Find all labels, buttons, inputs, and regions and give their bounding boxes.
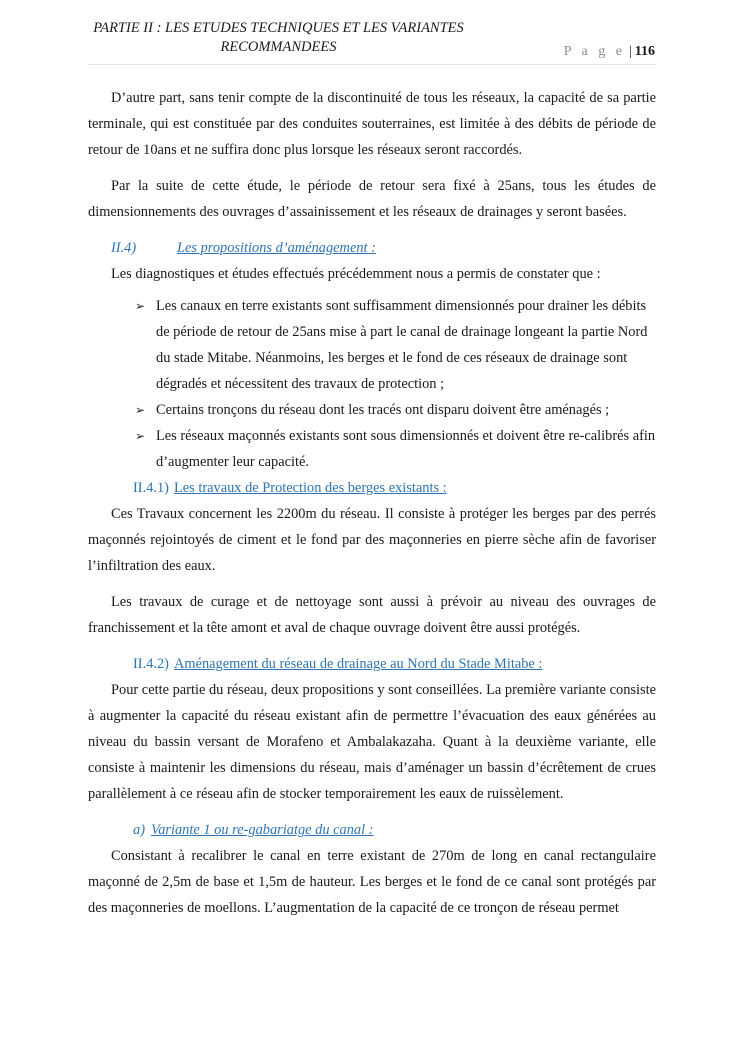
arrow-bullet-icon: ➢ [135, 299, 146, 313]
section-heading-ii41 [88, 475, 656, 501]
bullet-item [88, 397, 656, 423]
header-divider [88, 64, 656, 65]
paragraph-6: Pour cette partie du réseau, deux propositions y sont conseillées. La première variante consiste à augmenter la capacité du réseau existant afin de permettre l’évacuation des eaux générées au niveau du bassin versant de Morafeno et Ambalakazaha. Quant à la deuxième variante, elle consiste à maintenir les dimensions du réseau, mais d’aménager un bassin d’écrêtement de crues parallèlement à ce réseau afin de stocker temporairement les eaux de ruissèlement. [88, 682, 656, 802]
paragraph-2: Par la suite de cette étude, le période de retour sera fixé à 25ans, tous les études de dimensionnements des ouvrages d’assainissement et les réseaux de drainages y seront basées. [88, 178, 656, 220]
section-title: Les propositions d’aménagement : [177, 240, 376, 256]
bullet-text: Les réseaux maçonnés existants sont sous dimensionnés et doivent être re-calibrés afin d’augmenter leur capacité. [156, 428, 656, 470]
page-separator: | [628, 44, 632, 59]
section-number: a) [133, 822, 145, 838]
paragraph-3: Les diagnostiques et études effectués précédemment nous a permis de constater que : [111, 266, 601, 282]
arrow-bullet-icon: ➢ [135, 429, 146, 443]
paragraph-1: D’autre part, sans tenir compte de la discontinuité de tous les réseaux, la capacité de sa partie terminale, qui est constituée par des conduites souterraines, est limitée à des débits de période de retour de 10ans et ne suffira donc plus lorsque les réseaux seront raccordés. [88, 90, 656, 158]
page-number: 116 [634, 44, 655, 59]
bullet-list [88, 293, 656, 475]
bullet-text: Certains tronçons du réseau dont les tracés ont disparu doivent être aménagés ; [156, 402, 610, 418]
page-label: P a g e [563, 44, 626, 59]
section-number: II.4.1) [133, 480, 169, 496]
section-title: Aménagement du réseau de drainage au Nord du Stade Mitabe : [173, 656, 543, 672]
section-title: Variante 1 ou re-gabariatge du canal : [151, 822, 374, 838]
page-number-block [564, 44, 655, 60]
running-header-title: PARTIE II : LES ETUDES TECHNIQUES ET LES VARIANTES RECOMMANDEES [93, 20, 464, 55]
bullet-item [88, 423, 656, 475]
document-body [88, 85, 656, 921]
paragraph-7: Consistant à recalibrer le canal en terre existant de 270m de long en canal rectangulaire maçonné de 2,5m de base et 1,5m de hauteur. Les berges et le fond de ce canal sont protégés par des maçonneries de moellons. L’augmentation de la capacité de ce tronçon de réseau permet [88, 848, 656, 916]
paragraph-4: Ces Travaux concernent les 2200m du réseau. Il consiste à protéger les berges par des perrés maçonnés rejointoyés de ciment et le fond par des maçonneries en pierre sèche afin de favoriser l’infiltration des eaux. [88, 506, 656, 574]
bullet-text: Les canaux en terre existants sont suffisamment dimensionnés pour drainer les débits de période de retour de 25ans mise à part le canal de drainage longeant la partie Nord du stade Mitabe. Néanmoins, les berges et le fond de ces réseaux de drainage sont dégradés et nécessitent des travaux de protection ; [156, 298, 648, 392]
paragraph-5: Les travaux de curage et de nettoyage sont aussi à prévoir au niveau des ouvrages de franchissement et la tête amont et aval de chaque ouvrage doivent être aussi protégés. [88, 594, 656, 636]
section-number: II.4) [111, 240, 137, 256]
section-title: Les travaux de Protection des berges existants : [173, 480, 447, 496]
section-heading-variante-1 [88, 817, 656, 843]
section-heading-ii4 [88, 235, 656, 261]
arrow-bullet-icon: ➢ [135, 403, 146, 417]
section-number: II.4.2) [133, 656, 169, 672]
section-heading-ii42 [88, 651, 656, 677]
bullet-item [88, 293, 656, 397]
